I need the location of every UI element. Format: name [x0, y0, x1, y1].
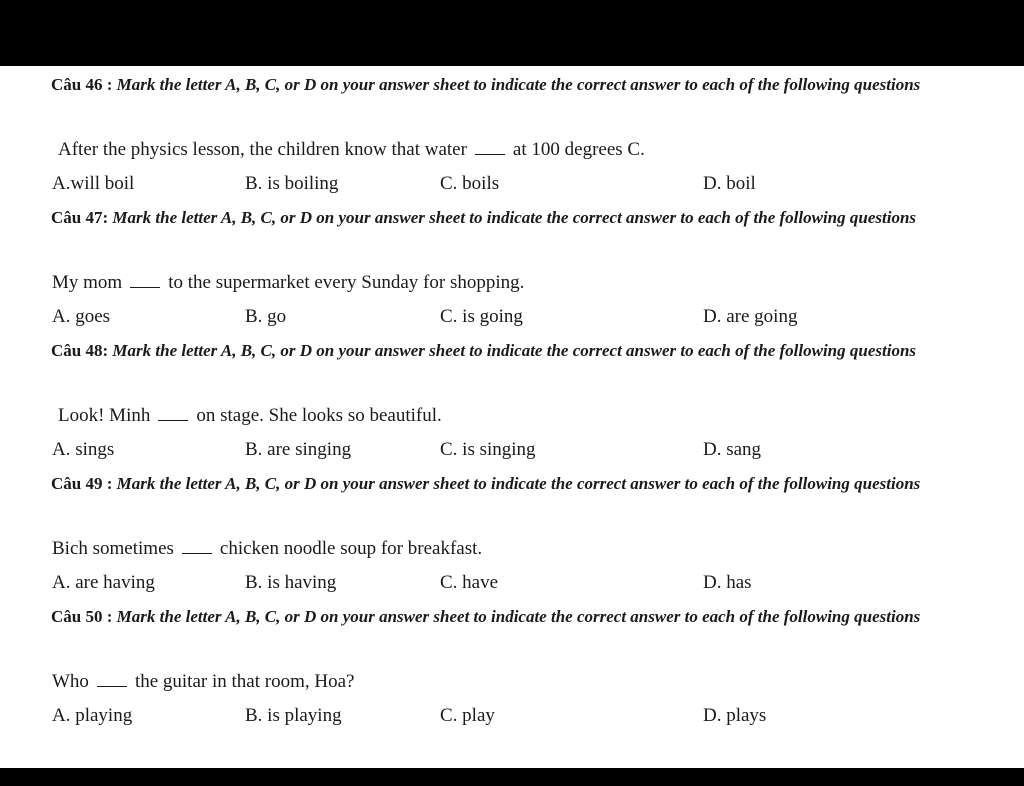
- option-b: B. is boiling: [245, 173, 339, 194]
- option-c: C. have: [440, 572, 499, 593]
- option-a: A. sings: [52, 439, 115, 460]
- question-header: [51, 467, 1001, 500]
- option-a: A.will boil: [52, 173, 135, 194]
- option-d: D. has: [703, 572, 752, 593]
- question-sentence: [58, 138, 645, 162]
- option-b: B. is having: [245, 572, 337, 593]
- question-sentence: [52, 670, 354, 694]
- question-sentence: [52, 537, 482, 561]
- sentence-before-blank: My mom: [52, 272, 123, 293]
- question-sentence: [52, 271, 524, 295]
- sentence-before-blank: Who: [52, 671, 89, 692]
- question-header: [51, 68, 1001, 101]
- question-header: [51, 600, 1001, 633]
- question-label: Câu 47:: [51, 208, 109, 227]
- question-label: Câu 46 :: [51, 75, 113, 94]
- worksheet-page: [0, 66, 1024, 768]
- question-label: Câu 49 :: [51, 474, 113, 493]
- question-instruction: Mark the letter A, B, C, or D on your answer sheet to indicate the correct answer to each of the following questions: [116, 474, 921, 493]
- question-sentence: [58, 404, 442, 428]
- answer-blank: [130, 286, 160, 288]
- question-header: [51, 334, 1001, 367]
- option-d: D. sang: [703, 439, 762, 460]
- question-instruction: Mark the letter A, B, C, or D on your answer sheet to indicate the correct answer to each of the following questions: [112, 208, 917, 227]
- option-b: B. are singing: [245, 439, 352, 460]
- sentence-before-blank: Bich sometimes: [52, 538, 174, 559]
- sentence-after-blank: chicken noodle soup for breakfast.: [219, 538, 483, 559]
- option-d: D. are going: [703, 306, 798, 327]
- option-c: C. is going: [440, 306, 523, 327]
- option-c: C. boils: [440, 173, 500, 194]
- answer-blank: [97, 685, 127, 687]
- question-instruction: Mark the letter A, B, C, or D on your answer sheet to indicate the correct answer to each of the following questions: [112, 341, 917, 360]
- option-a: A. are having: [52, 572, 155, 593]
- option-b: B. go: [245, 306, 287, 327]
- sentence-after-blank: to the supermarket every Sunday for shopping.: [168, 272, 525, 293]
- question-header: [51, 201, 1001, 234]
- option-d: D. plays: [703, 705, 767, 726]
- option-d: D. boil: [703, 173, 756, 194]
- answer-blank: [158, 419, 188, 421]
- option-a: A. goes: [52, 306, 111, 327]
- option-b: B. is playing: [245, 705, 342, 726]
- question-instruction: Mark the letter A, B, C, or D on your answer sheet to indicate the correct answer to each of the following questions: [116, 607, 921, 626]
- question-label: Câu 50 :: [51, 607, 113, 626]
- option-c: C. is singing: [440, 439, 536, 460]
- question-instruction: Mark the letter A, B, C, or D on your answer sheet to indicate the correct answer to each of the following questions: [116, 75, 921, 94]
- sentence-before-blank: Look! Minh: [58, 405, 151, 426]
- sentence-before-blank: After the physics lesson, the children know that water: [58, 139, 467, 160]
- option-a: A. playing: [52, 705, 133, 726]
- question-label: Câu 48:: [51, 341, 109, 360]
- answer-blank: [475, 153, 505, 155]
- sentence-after-blank: the guitar in that room, Hoa?: [134, 671, 355, 692]
- sentence-after-blank: on stage. She looks so beautiful.: [196, 405, 442, 426]
- sentence-after-blank: at 100 degrees C.: [512, 139, 645, 160]
- option-c: C. play: [440, 705, 495, 726]
- answer-blank: [182, 552, 212, 554]
